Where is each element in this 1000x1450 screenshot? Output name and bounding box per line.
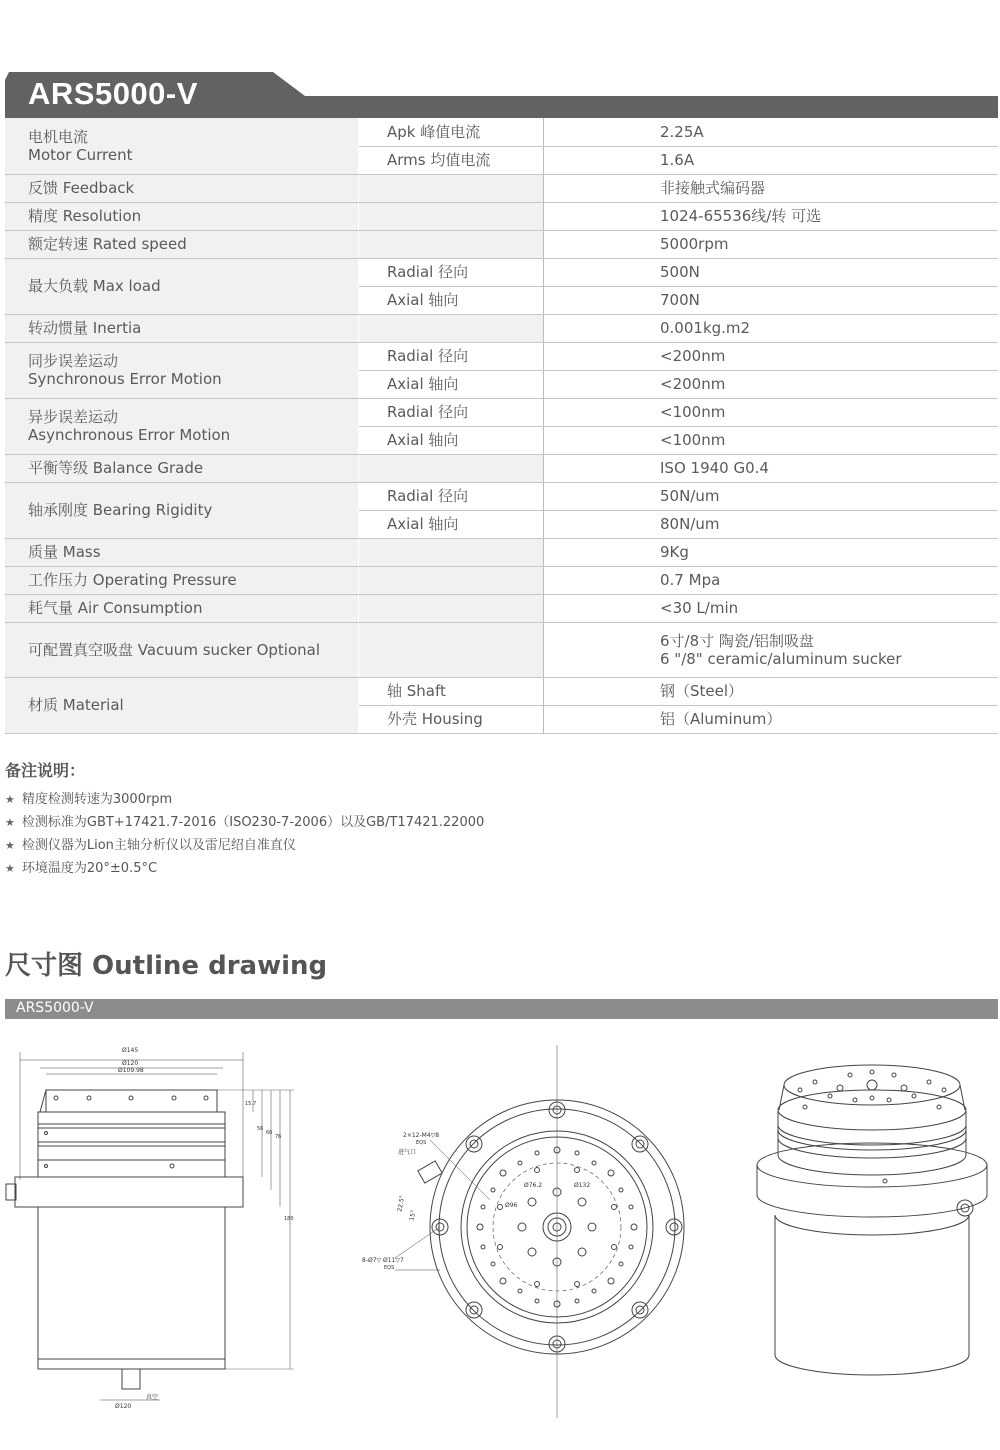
spec-value: 1.6A xyxy=(544,146,999,174)
model-label: ARS5000-V xyxy=(16,1000,94,1016)
spec-empty-cell xyxy=(359,454,544,482)
svg-text:Ø145: Ø145 xyxy=(122,1047,139,1054)
spec-value: <100nm xyxy=(544,398,999,426)
svg-text:76: 76 xyxy=(275,1134,282,1140)
svg-text:EQS: EQS xyxy=(384,1265,395,1271)
spec-label-rated-speed: 额定转速 Rated speed xyxy=(5,230,359,258)
spec-value: 6寸/8寸 陶瓷/铝制吸盘 6 "/8" ceramic/aluminum sucker xyxy=(544,622,999,677)
svg-text:8-Ø7▽ Ø11▽7: 8-Ø7▽ Ø11▽7 xyxy=(362,1257,404,1264)
spec-label-air: 耗气量 Air Consumption xyxy=(5,594,359,622)
svg-text:Ø109.98: Ø109.98 xyxy=(118,1067,144,1074)
spec-label-sync-error: 同步误差运动 Synchronous Error Motion xyxy=(5,342,359,398)
side-view-drawing xyxy=(6,1047,294,1410)
spec-label-mass: 质量 Mass xyxy=(5,538,359,566)
svg-text:15.7: 15.7 xyxy=(245,1101,257,1107)
spec-value: 500N xyxy=(544,258,999,286)
spec-label-balance: 平衡等级 Balance Grade xyxy=(5,454,359,482)
top-view-drawing xyxy=(362,1045,684,1418)
spec-value: <30 L/min xyxy=(544,594,999,622)
spec-value: 5000rpm xyxy=(544,230,999,258)
spec-label-resolution: 精度 Resolution xyxy=(5,202,359,230)
spec-empty-cell xyxy=(359,230,544,258)
spec-empty-cell xyxy=(359,622,544,677)
spec-sub-label: Axial 轴向 xyxy=(359,426,544,454)
spec-label-motor-current: 电机电流 Motor Current xyxy=(5,118,359,174)
spec-value: <200nm xyxy=(544,370,999,398)
spec-sub-label: Axial 轴向 xyxy=(359,510,544,538)
svg-text:22.5°: 22.5° xyxy=(396,1194,407,1213)
spec-sub-label: Apk 峰值电流 xyxy=(359,118,544,146)
spec-value: 1024-65536线/转 可选 xyxy=(544,202,999,230)
spec-table xyxy=(5,118,998,734)
spec-label-material: 材质 Material xyxy=(5,677,359,733)
model-bar xyxy=(5,999,998,1019)
svg-text:Ø120: Ø120 xyxy=(122,1060,139,1067)
spec-sub-label: 外壳 Housing xyxy=(359,705,544,733)
svg-text:2×12-M4▽8: 2×12-M4▽8 xyxy=(403,1132,440,1139)
spec-value: <200nm xyxy=(544,342,999,370)
notes-title: 备注说明： xyxy=(5,761,86,780)
note-item: ★ 环境温度为20°±0.5°C xyxy=(5,861,158,876)
spec-value: <100nm xyxy=(544,426,999,454)
spec-label-pressure: 工作压力 Operating Pressure xyxy=(5,566,359,594)
spec-label-vacuum: 可配置真空吸盘 Vacuum sucker Optional xyxy=(5,622,359,677)
spec-sub-label: Axial 轴向 xyxy=(359,370,544,398)
spec-sub-label: Axial 轴向 xyxy=(359,286,544,314)
spec-value: 非接触式编码器 xyxy=(544,174,999,202)
svg-text:56: 56 xyxy=(257,1126,264,1132)
svg-text:Ø76.2: Ø76.2 xyxy=(524,1182,543,1189)
spec-value: 0.001kg.m2 xyxy=(544,314,999,342)
spec-value: ISO 1940 G0.4 xyxy=(544,454,999,482)
product-title: ARS5000-V xyxy=(28,76,198,111)
svg-text:Ø96: Ø96 xyxy=(505,1202,518,1209)
star-icon: ★ xyxy=(5,793,15,806)
spec-empty-cell xyxy=(359,314,544,342)
spec-sub-label: Arms 均值电流 xyxy=(359,146,544,174)
svg-text:180: 180 xyxy=(284,1216,294,1222)
spec-label-async-error: 异步误差运动 Asynchronous Error Motion xyxy=(5,398,359,454)
note-item: ★ 检测仪器为Lion主轴分析仪以及雷尼绍自准直仪 xyxy=(5,838,296,853)
spec-label-rigidity: 轴承刚度 Bearing Rigidity xyxy=(5,482,359,538)
spec-label-feedback: 反馈 Feedback xyxy=(5,174,359,202)
spec-empty-cell xyxy=(359,174,544,202)
spec-empty-cell xyxy=(359,538,544,566)
spec-value: 2.25A xyxy=(544,118,999,146)
spec-value: 铝（Aluminum） xyxy=(544,705,999,733)
spec-value: 钢（Steel） xyxy=(544,677,999,705)
svg-text:进气口: 进气口 xyxy=(398,1149,417,1156)
spec-sub-label: 轴 Shaft xyxy=(359,677,544,705)
spec-value: 50N/um xyxy=(544,482,999,510)
note-item: ★ 精度检测转速为3000rpm xyxy=(5,792,173,807)
spec-sub-label: Radial 径向 xyxy=(359,258,544,286)
svg-text:EQS: EQS xyxy=(416,1140,427,1146)
notes-list xyxy=(5,791,484,883)
spec-label-max-load: 最大负载 Max load xyxy=(5,258,359,314)
star-icon: ★ xyxy=(5,839,15,852)
spec-value: 0.7 Mpa xyxy=(544,566,999,594)
spec-empty-cell xyxy=(359,566,544,594)
outline-drawings xyxy=(0,1030,1000,1450)
svg-text:真空: 真空 xyxy=(146,1394,159,1401)
spec-sub-label: Radial 径向 xyxy=(359,342,544,370)
spec-sub-label: Radial 径向 xyxy=(359,482,544,510)
star-icon: ★ xyxy=(5,862,15,875)
star-icon: ★ xyxy=(5,816,15,829)
svg-text:Ø132: Ø132 xyxy=(574,1182,591,1189)
spec-empty-cell xyxy=(359,594,544,622)
svg-text:Ø120: Ø120 xyxy=(115,1403,132,1410)
svg-text:15°: 15° xyxy=(408,1209,418,1222)
isometric-view-drawing xyxy=(757,1065,987,1375)
spec-label-inertia: 转动惯量 Inertia xyxy=(5,314,359,342)
spec-value: 700N xyxy=(544,286,999,314)
outline-title: 尺寸图 Outline drawing xyxy=(5,951,328,981)
svg-text:66: 66 xyxy=(266,1130,273,1136)
spec-empty-cell xyxy=(359,202,544,230)
spec-value: 9Kg xyxy=(544,538,999,566)
note-item: ★ 检测标准为GBT+17421.7-2016（ISO230-7-2006）以及GB/T17421.22000 xyxy=(5,815,485,830)
spec-sub-label: Radial 径向 xyxy=(359,398,544,426)
spec-value: 80N/um xyxy=(544,510,999,538)
